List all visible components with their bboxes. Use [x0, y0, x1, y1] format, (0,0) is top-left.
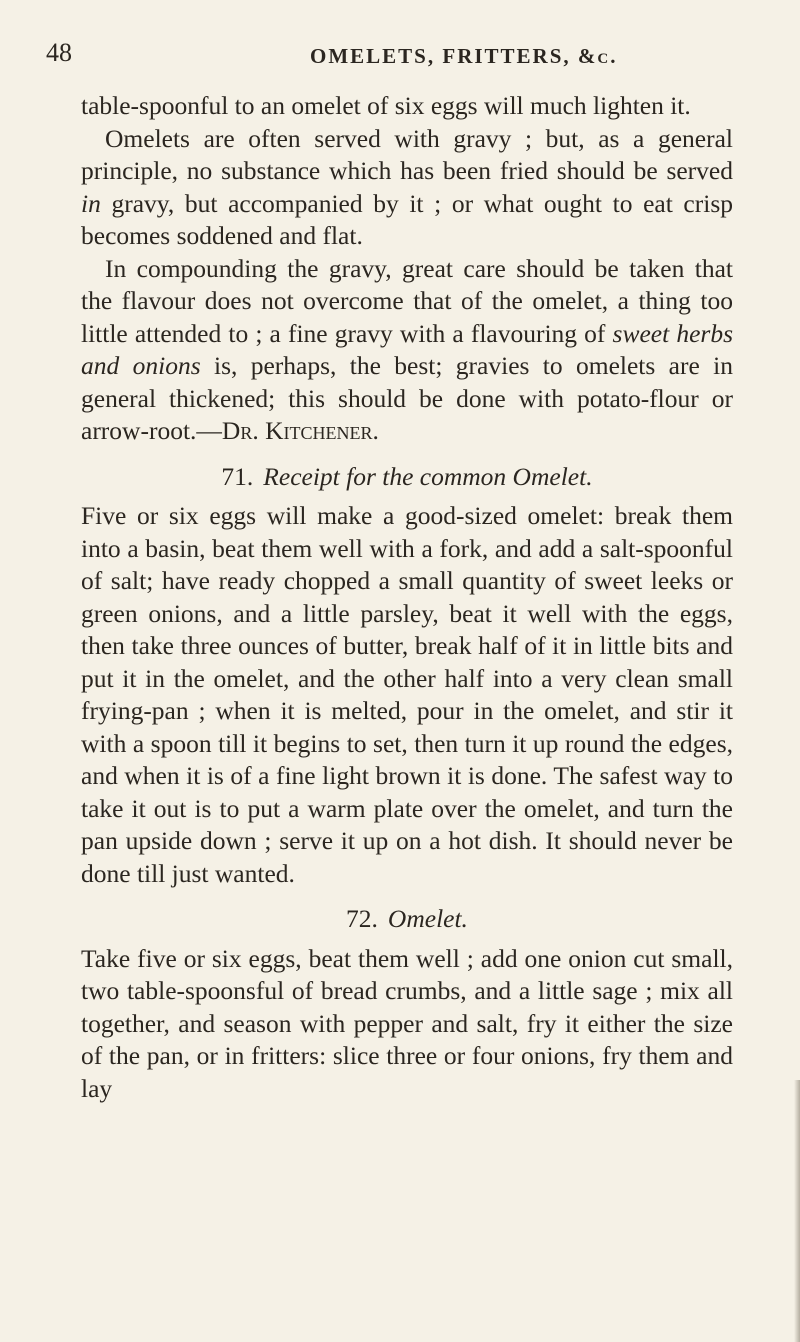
section-71-heading: [81, 448, 733, 501]
text-run: In compounding the gravy, great care should be taken that the flavour does not overcome that of the omelet, a thing too little attended to ; a fine gravy with a flavouring of: [81, 253, 733, 348]
text-run: gravy, but accompanied by it ; or what ought to eat crisp becomes soddened and flat.: [81, 188, 733, 250]
section-title: Omelet.: [387, 904, 468, 933]
section-72-heading: [81, 890, 733, 943]
page-number: 48: [46, 38, 72, 67]
page-edge-shadow: [794, 1080, 800, 1342]
paragraph-gravy: [81, 123, 733, 253]
paragraph-compounding: [81, 253, 733, 448]
section-number: 72.: [346, 904, 378, 933]
author-attribution: Dr. Kitchener.: [221, 416, 379, 445]
section-number: 71.: [221, 461, 254, 491]
text-run: is, perhaps, the best; gravies to omelets are in general thickened; this should be done with potato-flour or arrow-root.—: [81, 351, 733, 445]
page-header: [46, 38, 746, 78]
body-text: [81, 90, 733, 1105]
emphasis-in: in: [81, 188, 101, 218]
paragraph-continuation: table-spoonful to an omelet of six eggs will much lighten it.: [81, 91, 691, 120]
text-run: Omelets are often served with gravy ; but, as a general principle, no substance which has been fried should be served: [81, 123, 733, 185]
running-head: OMELETS, FRITTERS, &c.: [310, 44, 618, 68]
section-72-text: Take five or six eggs, beat them well ; add one onion cut small, two table-spoonsful of bread crumbs, and a little sage ; mix all together, and season with pepper and salt, fry it either the size of the pan, or in fritters: slice three or four onions, fry them and lay: [81, 943, 733, 1103]
emphasis-herbs: sweet herbs and onions: [81, 318, 733, 380]
section-71-text: Five or six eggs will make a good-sized omelet: break them into a basin, beat them well with a fork, and add a salt-spoonful of salt; have ready chopped a small quantity of sweet leeks or green onions, and a little parsley, beat it well with the eggs, then take three ounces of butter, break half of it in little bits and put it in the omelet, and the other half into a very clean small frying-pan ; when it is melted, pour in the omelet, and stir it with a spoon till it begins to set, then turn it up round the edges, and when it is of a fine light brown it is done. The safest way to take it out is to put a warm plate over the omelet, and turn the pan upside down ; serve it up on a hot dish. It should never be done till just wanted.: [81, 501, 733, 888]
section-title: Receipt for the common Omelet.: [263, 461, 593, 491]
